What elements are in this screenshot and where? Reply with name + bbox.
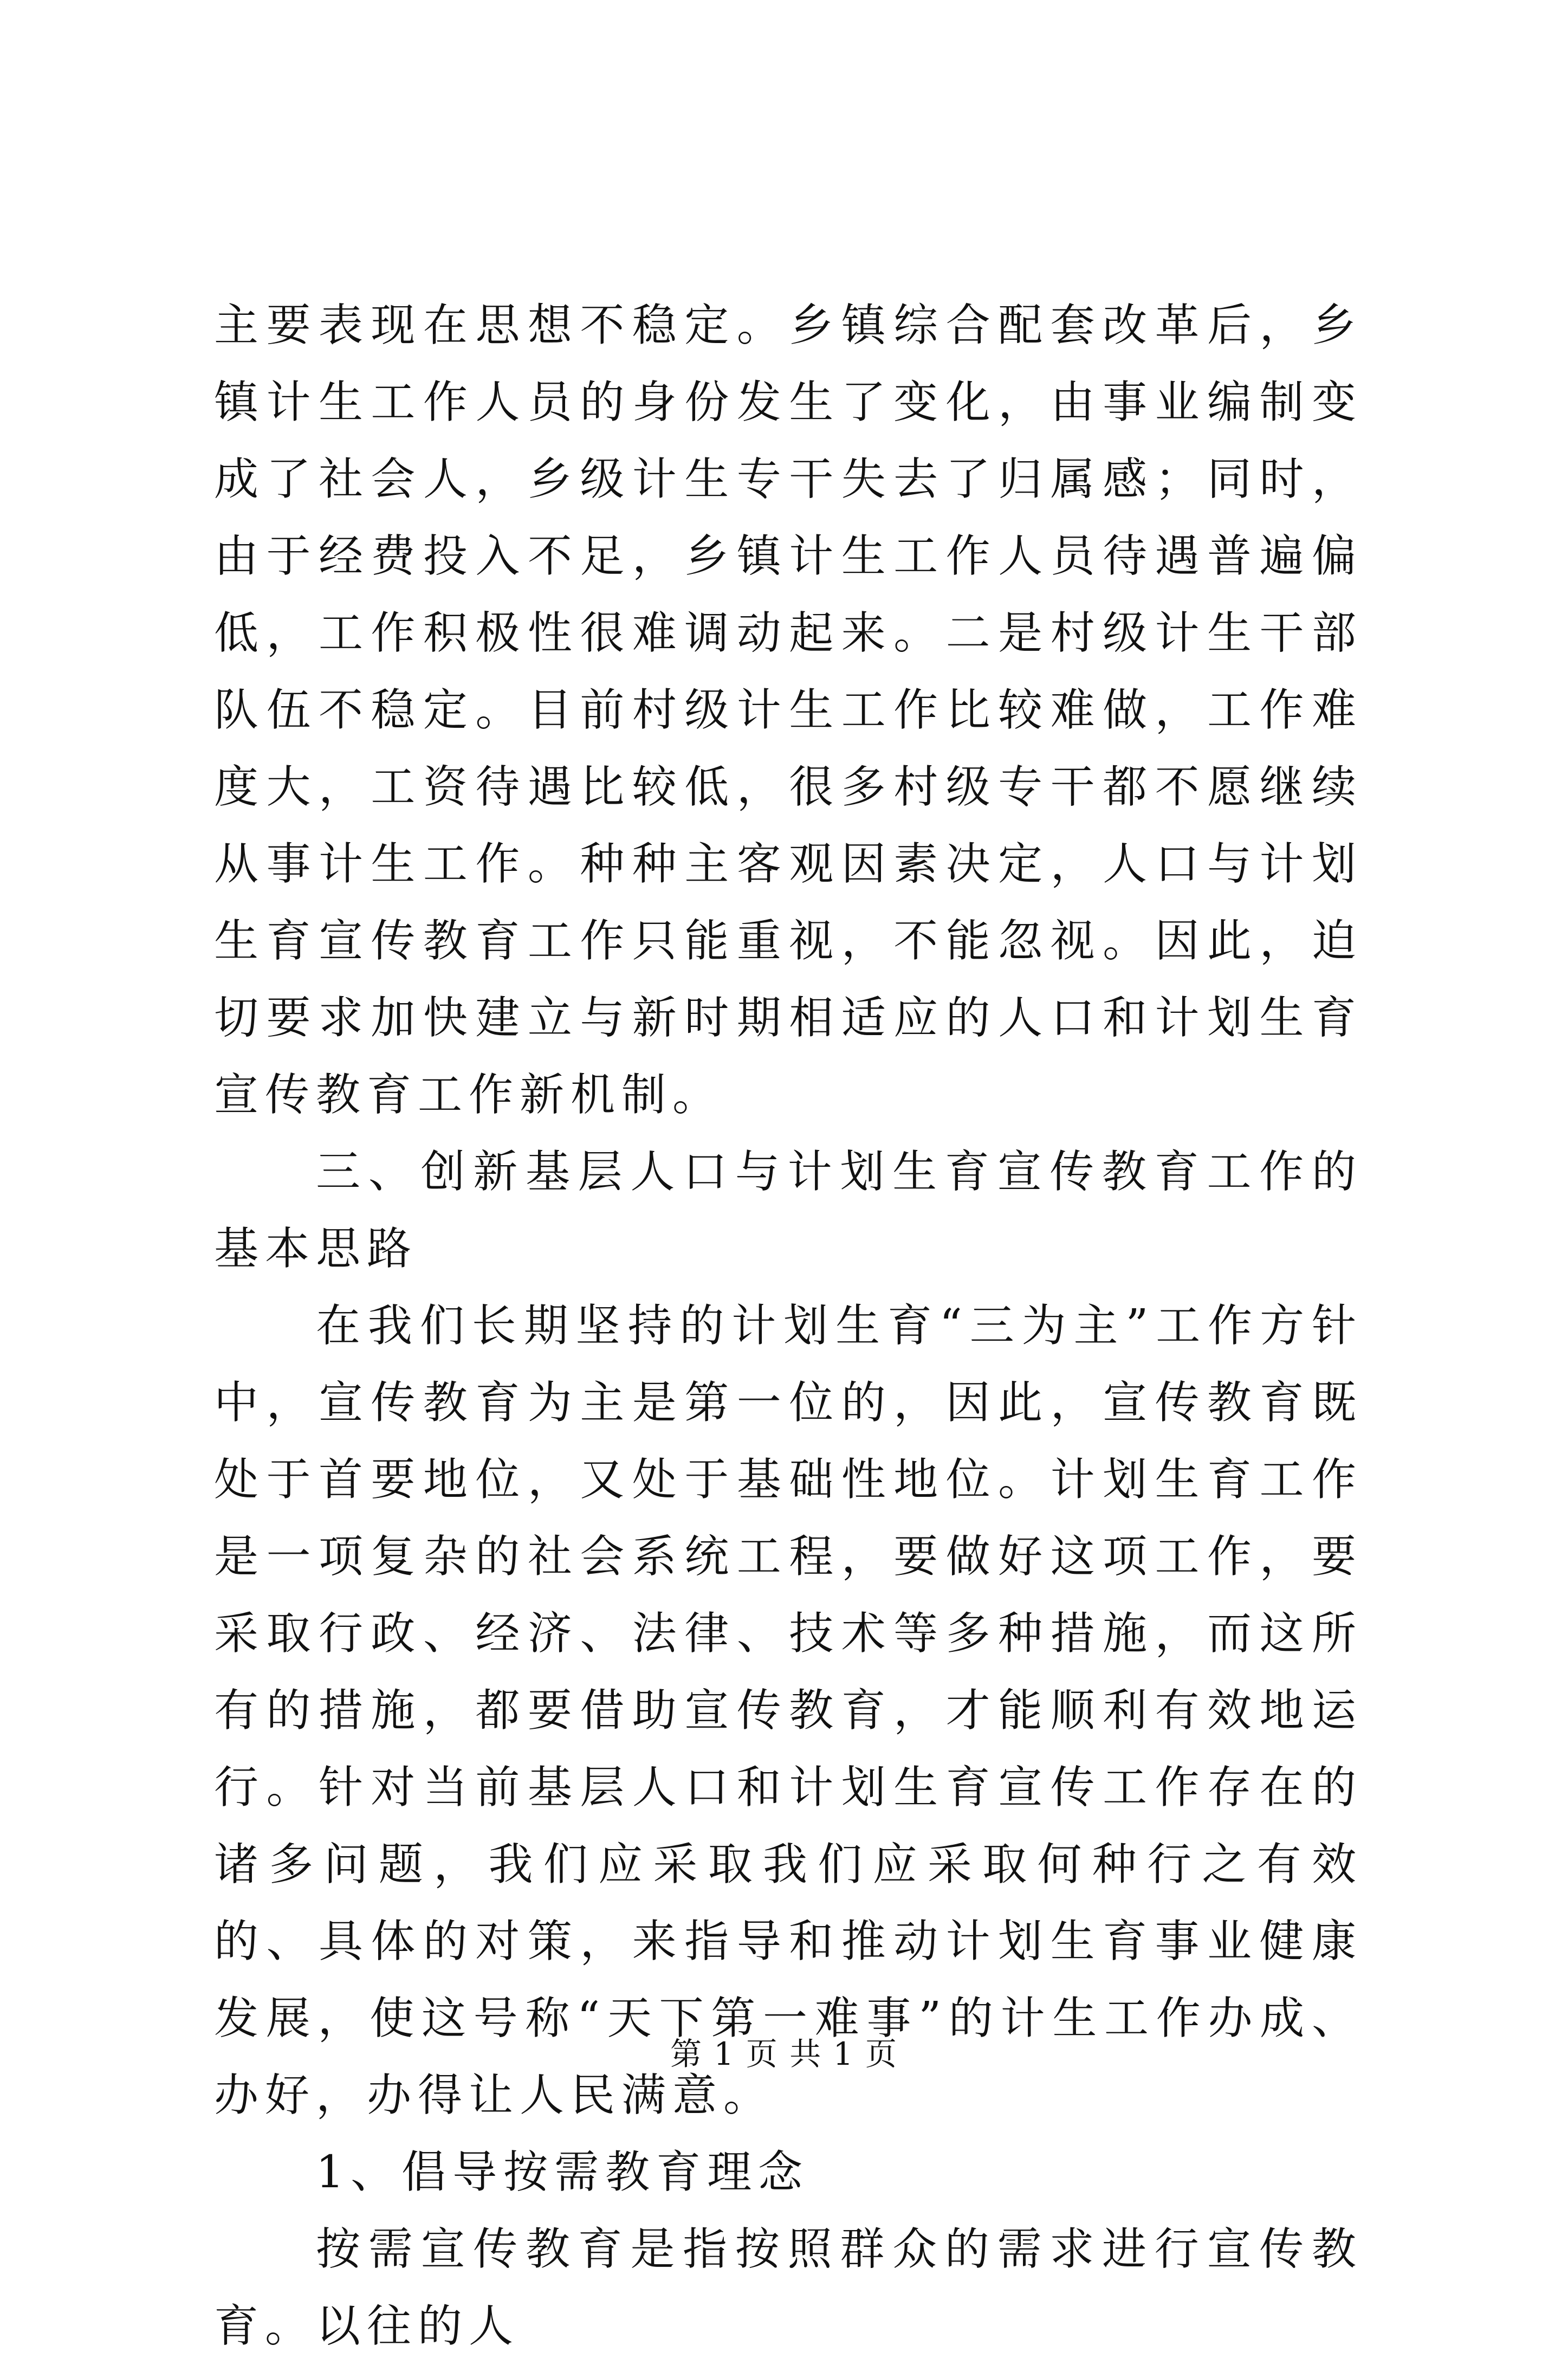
paragraph-body: 在我们长期坚持的计划生育“三为主”工作方针中，宣传教育为主是第一位的，因此，宣传教育既处于首要地位，又处于基础性地位。计划生育工作是一项复杂的社会系统工程，要做好这项工作，要采取行政、经济、法律、技术等多种措施，而这所有的措施，都要借助宣传教育，才能顺利有效地运行。针对当前基层人口和计划生育宣传工作存在的诸多问题，我们应采取我们应采取何种行之有效的、具体的对策，来指导和推动计划生育事业健康发展，使这号称“天下第一难事”的计生工作办成、办好，办得让人民满意。 <box>214 1300 1363 2121</box>
section-heading-three: 三、创新基层人口与计划生育宣传教育工作的基本思路 <box>214 1146 1363 1275</box>
paragraph-body-last: 按需宣传教育是指按照群众的需求进行宣传教育。以往的人 <box>214 2224 1363 2352</box>
page-number-footer: 第 1 页 共 1 页 <box>670 2036 898 2072</box>
subsection-heading-one: 1、倡导按需教育理念 <box>316 2147 809 2198</box>
paragraph-continuation: 主要表现在思想不稳定。乡镇综合配套改革后，乡镇计生工作人员的身份发生了变化，由事业编制变成了社会人，乡级计生专干失去了归属感；同时，由于经费投入不足，乡镇计生工作人员待遇普遍偏低，工作积极性很难调动起来。二是村级计生干部队伍不稳定。目前村级计生工作比较难做，工作难度大，工资待遇比较低，很多村级专干都不愿继续从事计生工作。种种主客观因素决定，人口与计划生育宣传教育工作只能重视，不能忽视。因此，迫切要求加快建立与新时期相适应的人口和计划生育宣传教育工作新机制。 <box>214 300 1363 1121</box>
